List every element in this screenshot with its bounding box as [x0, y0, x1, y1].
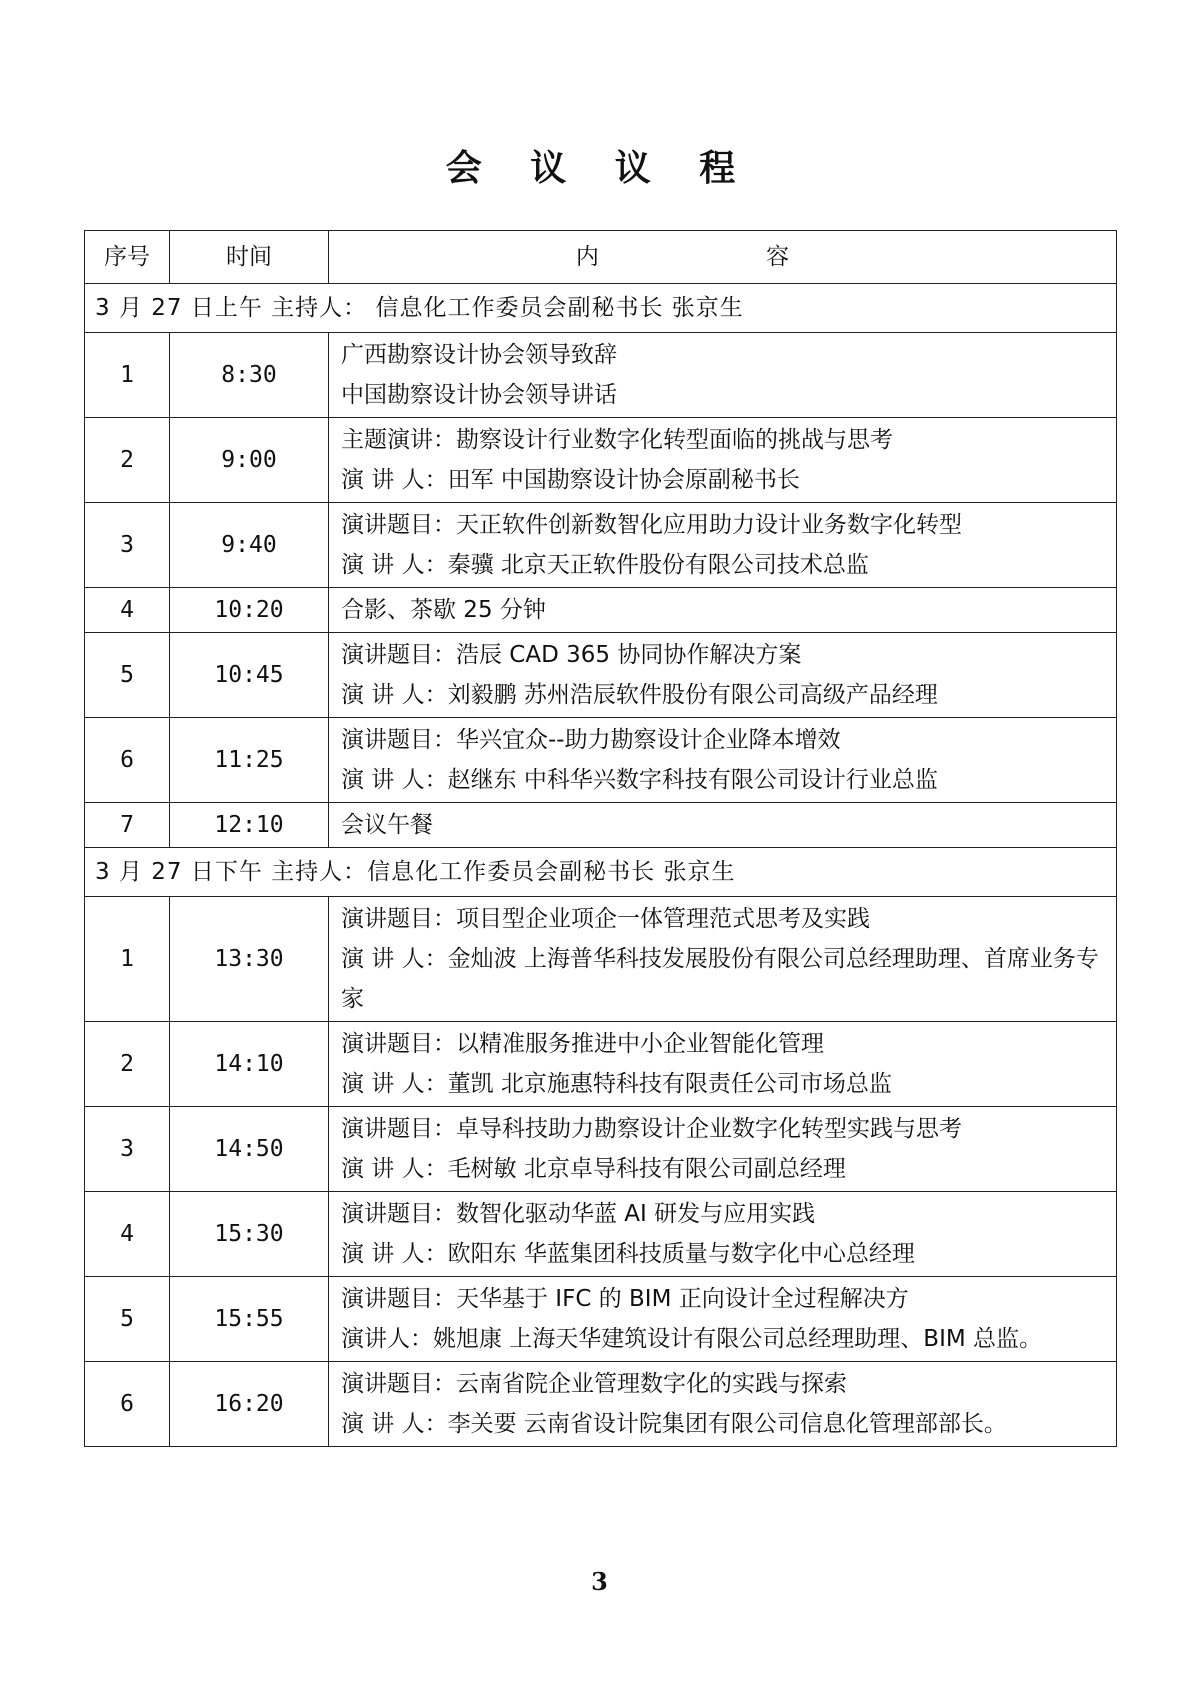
row-number: 4	[85, 1192, 170, 1277]
row-time: 14:50	[170, 1107, 329, 1192]
row-time: 15:30	[170, 1192, 329, 1277]
agenda-row	[85, 588, 1117, 633]
agenda-row	[85, 418, 1117, 503]
content-line: 演讲题目：卓导科技助力勘察设计企业数字化转型实践与思考	[341, 1116, 962, 1142]
row-content	[329, 803, 1117, 848]
row-number: 1	[85, 333, 170, 418]
agenda-row	[85, 897, 1117, 1022]
row-number: 2	[85, 418, 170, 503]
row-number: 7	[85, 803, 170, 848]
row-number: 3	[85, 1107, 170, 1192]
agenda-row	[85, 1277, 1117, 1362]
page-number: 3	[591, 1567, 608, 1596]
agenda-row	[85, 718, 1117, 803]
content-line: 中国勘察设计协会领导讲话	[341, 382, 617, 408]
row-content	[329, 897, 1117, 1022]
content-line: 演讲题目：华兴宜众--助力勘察设计企业降本增效	[341, 727, 841, 753]
row-time: 9:00	[170, 418, 329, 503]
content-line: 合影、茶歇 25 分钟	[341, 597, 546, 623]
content-line: 演 讲 人：毛树敏 北京卓导科技有限公司副总经理	[341, 1156, 846, 1182]
session-row	[85, 848, 1117, 897]
content-line: 演讲题目：以精准服务推进中小企业智能化管理	[341, 1031, 824, 1057]
content-line: 广西勘察设计协会领导致辞	[341, 342, 617, 368]
agenda-row	[85, 1192, 1117, 1277]
row-content	[329, 1362, 1117, 1447]
content-line: 演 讲 人：赵继东 中科华兴数字科技有限公司设计行业总监	[341, 767, 938, 793]
row-content	[329, 418, 1117, 503]
content-line: 演 讲 人：欧阳东 华蓝集团科技质量与数字化中心总经理	[341, 1241, 915, 1267]
row-number: 1	[85, 897, 170, 1022]
content-line: 主题演讲：勘察设计行业数字化转型面临的挑战与思考	[341, 427, 893, 453]
row-number: 6	[85, 1362, 170, 1447]
content-line: 演讲题目：浩辰 CAD 365 协同协作解决方案	[341, 642, 802, 668]
content-line: 演讲人：姚旭康 上海天华建筑设计有限公司总经理助理、BIM 总监。	[341, 1326, 1043, 1352]
content-line: 演讲题目：数智化驱动华蓝 AI 研发与应用实践	[341, 1201, 816, 1227]
table-header-row	[85, 231, 1117, 284]
row-number: 5	[85, 633, 170, 718]
content-line: 会议午餐	[341, 812, 433, 838]
row-time: 10:20	[170, 588, 329, 633]
row-time: 16:20	[170, 1362, 329, 1447]
page-title: 会 议 议 程	[445, 148, 754, 189]
row-number: 6	[85, 718, 170, 803]
row-time: 14:10	[170, 1022, 329, 1107]
content-line: 演讲题目：天华基于 IFC 的 BIM 正向设计全过程解决方	[341, 1286, 909, 1312]
row-content	[329, 718, 1117, 803]
row-time: 13:30	[170, 897, 329, 1022]
header-time: 时间	[170, 231, 329, 284]
agenda-row	[85, 1107, 1117, 1192]
header-content: 内 容	[329, 231, 1117, 284]
row-content	[329, 1107, 1117, 1192]
row-time: 9:40	[170, 503, 329, 588]
row-number: 4	[85, 588, 170, 633]
session-label: 3 月 27 日上午 主持人： 信息化工作委员会副秘书长 张京生	[85, 284, 1117, 333]
row-content	[329, 503, 1117, 588]
agenda-row	[85, 1362, 1117, 1447]
agenda-row	[85, 633, 1117, 718]
row-content	[329, 633, 1117, 718]
content-line: 演 讲 人：刘毅鹏 苏州浩辰软件股份有限公司高级产品经理	[341, 682, 938, 708]
row-number: 2	[85, 1022, 170, 1107]
session-row	[85, 284, 1117, 333]
row-time: 15:55	[170, 1277, 329, 1362]
agenda-row	[85, 503, 1117, 588]
row-time: 10:45	[170, 633, 329, 718]
row-content	[329, 1192, 1117, 1277]
row-content	[329, 1022, 1117, 1107]
row-time: 8:30	[170, 333, 329, 418]
content-line: 演讲题目：天正软件创新数智化应用助力设计业务数字化转型	[341, 512, 962, 538]
session-label: 3 月 27 日下午 主持人：信息化工作委员会副秘书长 张京生	[85, 848, 1117, 897]
row-time: 11:25	[170, 718, 329, 803]
content-line: 演讲题目：云南省院企业管理数字化的实践与探索	[341, 1371, 847, 1397]
content-line: 演 讲 人：李关要 云南省设计院集团有限公司信息化管理部部长。	[341, 1411, 1007, 1437]
agenda-row	[85, 1022, 1117, 1107]
row-content	[329, 333, 1117, 418]
content-line: 演 讲 人：田军 中国勘察设计协会原副秘书长	[341, 467, 800, 493]
row-content	[329, 588, 1117, 633]
agenda-row	[85, 803, 1117, 848]
content-line: 演 讲 人：金灿波 上海普华科技发展股份有限公司总经理助理、首席业务专家	[341, 946, 1099, 1012]
row-time: 12:10	[170, 803, 329, 848]
row-content	[329, 1277, 1117, 1362]
content-line: 演 讲 人：董凯 北京施惠特科技有限责任公司市场总监	[341, 1071, 892, 1097]
content-line: 演讲题目：项目型企业项企一体管理范式思考及实践	[341, 906, 870, 932]
row-number: 3	[85, 503, 170, 588]
content-line: 演 讲 人：秦骥 北京天正软件股份有限公司技术总监	[341, 552, 869, 578]
agenda-table	[84, 230, 1117, 1447]
row-number: 5	[85, 1277, 170, 1362]
agenda-row	[85, 333, 1117, 418]
header-num: 序号	[85, 231, 170, 284]
